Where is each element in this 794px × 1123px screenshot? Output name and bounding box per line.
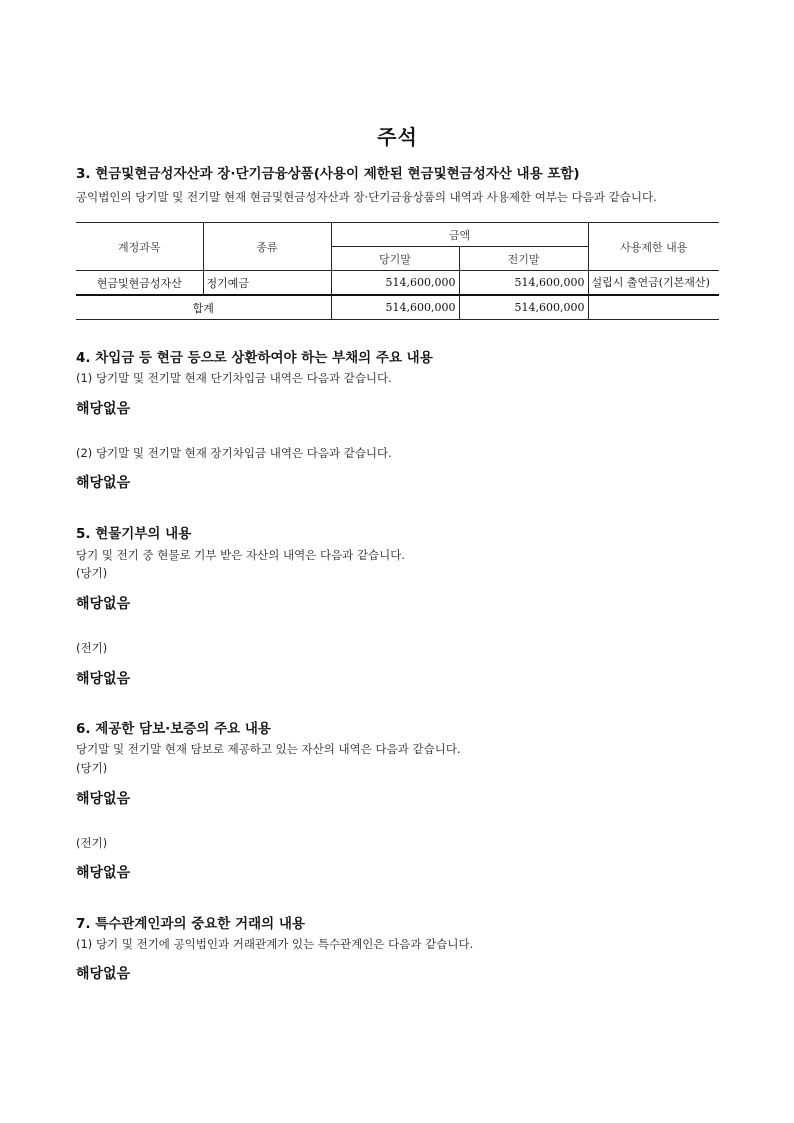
header-restriction: 사용제한 내용: [588, 223, 719, 271]
section-4-item-2: (2) 당기말 및 전기말 현재 장기차입금 내역은 다음과 같습니다.: [76, 446, 392, 460]
section-6-heading: 6. 제공한 담보·보증의 주요 내용: [76, 721, 271, 737]
total-restriction-empty: [588, 295, 719, 320]
section-6-none-2: 해당없음: [76, 865, 131, 881]
section-3-description: 공익법인의 당기말 및 전기말 현재 현금및현금성자산과 장·단기금융상품의 내역과 사용제한 여부는 다음과 같습니다.: [76, 190, 657, 204]
cell-restriction: 설립시 출연금(기본재산): [588, 271, 719, 296]
total-prior: 514,600,000: [459, 295, 588, 320]
section-5-prior-label: (전기): [76, 641, 108, 655]
section-5-heading: 5. 현물기부의 내용: [76, 526, 192, 542]
page-title: 주석: [377, 125, 418, 149]
section-6-description: 당기말 및 전기말 현재 담보로 제공하고 있는 자산의 내역은 다음과 같습니다.: [76, 742, 461, 756]
table-header-row: [76, 223, 719, 247]
header-current: 당기말: [331, 247, 459, 271]
section-4-none-2: 해당없음: [76, 475, 131, 491]
total-label: 합계: [76, 295, 331, 320]
cash-assets-table: [76, 222, 719, 320]
cell-prior: 514,600,000: [459, 271, 588, 296]
section-4-none-1: 해당없음: [76, 401, 131, 417]
total-current: 514,600,000: [331, 295, 459, 320]
section-4-heading: 4. 차입금 등 현금 등으로 상환하여야 하는 부채의 주요 내용: [76, 350, 433, 366]
section-5-description: 당기 및 전기 중 현물로 기부 받은 자산의 내역은 다음과 같습니다.: [76, 548, 406, 562]
section-5-none-1: 해당없음: [76, 596, 131, 612]
table-row: [76, 271, 719, 296]
table-total-row: [76, 295, 719, 320]
section-6-prior-label: (전기): [76, 836, 108, 850]
cell-current: 514,600,000: [331, 271, 459, 296]
header-account: 계정과목: [76, 223, 203, 271]
section-3-heading: 3. 현금및현금성자산과 장·단기금융상품(사용이 제한된 현금및현금성자산 내용 포함): [76, 166, 580, 182]
section-7-none-1: 해당없음: [76, 966, 131, 982]
header-amount: 금액: [331, 223, 588, 247]
section-4-item-1: (1) 당기말 및 전기말 현재 단기차입금 내역은 다음과 같습니다.: [76, 371, 392, 385]
header-type: 종류: [203, 223, 331, 271]
header-prior: 전기말: [459, 247, 588, 271]
section-7-item-1: (1) 당기 및 전기에 공익법인과 거래관계가 있는 특수관계인은 다음과 같습니다.: [76, 937, 474, 951]
section-6-none-1: 해당없음: [76, 791, 131, 807]
cell-account: 현금및현금성자산: [76, 271, 203, 296]
section-5-none-2: 해당없음: [76, 671, 131, 687]
section-5-current-label: (당기): [76, 566, 108, 580]
cell-type: 정기예금: [203, 271, 331, 296]
section-7-heading: 7. 특수관계인과의 중요한 거래의 내용: [76, 916, 305, 932]
section-6-current-label: (당기): [76, 761, 108, 775]
